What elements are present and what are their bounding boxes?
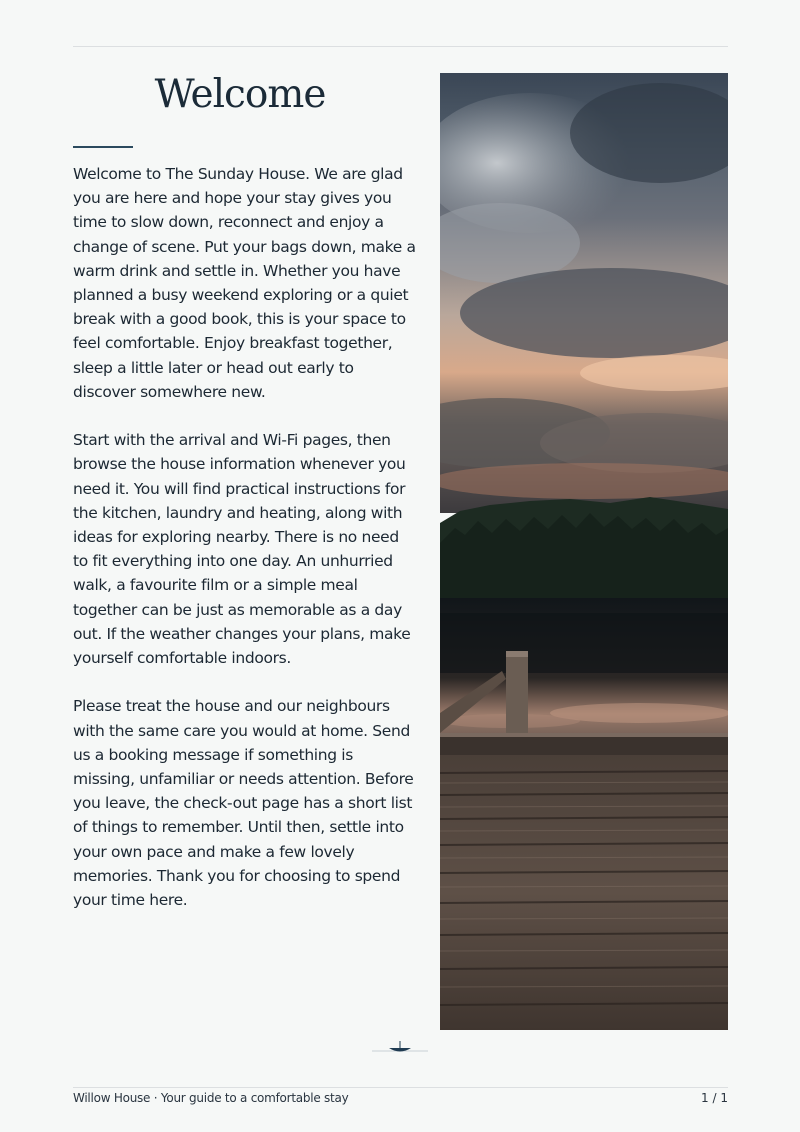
footer-caption: Willow House · Your guide to a comfortable stay xyxy=(73,1091,349,1105)
header-rule xyxy=(73,46,728,47)
welcome-text xyxy=(73,162,418,936)
paragraph-3: Please treat the house and our neighbours with the same care you would at home. Send us a booking message if something is missing, unfamiliar or needs attention. Before you leave, the check-out page has a short list of things to remember. Until then, settle into your own pace and make a few lovely memories. Thank you for choosing to spend your time here. xyxy=(73,697,414,910)
page-title: Welcome xyxy=(154,72,326,117)
boat-icon xyxy=(370,1038,430,1056)
page-number: 1 / 1 xyxy=(701,1091,728,1105)
paragraph-1: Welcome to The Sunday House. We are glad you are here and hope your stay gives you time to slow down, reconnect and enjoy a change of scene. Put your bags down, make a warm drink and settle in. Whether you have planned a busy weekend exploring or a quiet break with a good book, this is your space to feel comfortable. Enjoy breakfast together, sleep a little later or head out early to discover somewhere new. xyxy=(73,165,416,401)
footer-rule xyxy=(73,1087,728,1088)
paragraph-2: Start with the arrival and Wi-Fi pages, then browse the house information whenever you need it. You will find practical instructions for the kitchen, laundry and heating, along with ideas for exploring nearby. There is no need to fit everything into one day. An unhurried walk, a favourite film or a simple meal together can be just as memorable as a day out. If the weather changes your plans, make yourself comfortable indoors. xyxy=(73,431,411,668)
title-underline xyxy=(73,146,133,148)
lake-dock-photo xyxy=(440,73,728,1030)
